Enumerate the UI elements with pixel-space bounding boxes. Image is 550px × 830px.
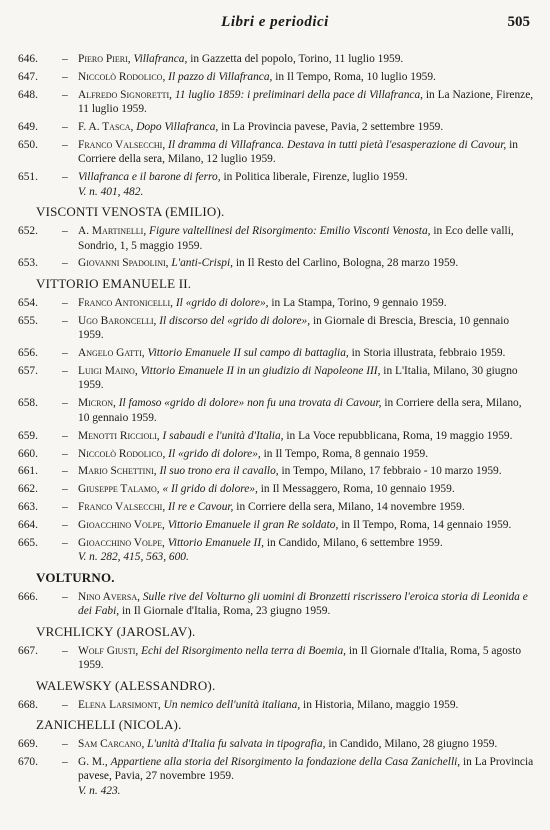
section-heading-walewsky: WALEWSKY (ALESSANDRO).: [36, 677, 216, 693]
entry-title: Il discorso del «grido di dolore»,: [159, 314, 311, 327]
entry-text: [18, 364, 534, 393]
entry-source: in Il Giornale d'Italia, Roma, 5 agosto 1959.: [78, 644, 522, 672]
entry-author: Ugo Baroncelli,: [78, 314, 157, 327]
entry-source: in Candido, Milano, 6 settembre 1959.: [266, 537, 443, 550]
entry-text: [18, 590, 534, 619]
entry-title: Villafranca,: [133, 53, 188, 65]
entry-author: F. A. Tasca,: [78, 121, 134, 134]
entry-text: [18, 518, 534, 532]
entry-crossref: V. n. 401, 482.: [78, 185, 144, 198]
entry-text: [18, 314, 534, 343]
bibliography-list: [18, 52, 534, 802]
entry-dash: –: [62, 537, 68, 550]
entry-dash: –: [62, 737, 68, 750]
page-number: 505: [507, 14, 530, 30]
entry-source: in Giornale di Brescia, Brescia, 10 gennaio 1959.: [78, 314, 510, 342]
bib-entry: [18, 590, 534, 619]
bib-entry: [18, 429, 534, 443]
entry-dash: –: [62, 397, 68, 410]
bib-entry: [18, 314, 534, 343]
entry-author: Gioacchino Volpe,: [78, 537, 165, 550]
entry-title: Il dramma di Villafranca. Destava in tutti pietà l'esasperazione di Cavour,: [168, 139, 507, 152]
entry-crossref: V. n. 282, 415, 563, 600.: [78, 551, 189, 564]
entry-author: Luigi Maino,: [78, 365, 138, 377]
entry-number: 646.: [18, 53, 38, 65]
bib-entry: [18, 256, 534, 270]
entry-number: 661.: [18, 465, 38, 478]
entry-number: 663.: [18, 501, 38, 514]
entry-dash: –: [62, 121, 68, 134]
entry-source: in La Provincia pavese, Pavia, 2 settembre 1959.: [221, 121, 444, 134]
entry-text: [18, 138, 534, 167]
entry-text: [18, 698, 534, 712]
running-title: Libri e periodici: [221, 14, 329, 30]
entry-source: in Corriere della sera, Milano, 14 novembre 1959.: [236, 501, 465, 514]
entry-source: in Corriere della sera, Milano, 12 luglio 1959.: [78, 139, 518, 166]
entries-zanichelli: [18, 737, 534, 798]
entry-title: 11 luglio 1859: i preliminari della pace di Villafranca,: [174, 88, 424, 101]
entry-title: Il suo trono era il cavallo,: [159, 465, 279, 478]
entry-source: in Tempo, Milano, 17 febbraio - 10 marzo 1959.: [281, 465, 502, 478]
entry-text: [18, 52, 534, 66]
entry-source: in Il Resto del Carlino, Bologna, 28 marzo 1959.: [235, 257, 459, 270]
bib-entry: [18, 224, 534, 253]
entry-number: 664.: [18, 519, 38, 532]
entries-visconti: [18, 224, 534, 271]
entries-vittorio: [18, 296, 534, 565]
entry-number: 666.: [18, 590, 38, 603]
entry-author: Giovanni Spadolini,: [78, 257, 169, 270]
bib-entry: [18, 364, 534, 393]
entry-dash: –: [62, 53, 68, 65]
entry-author: Menotti Riccioli,: [78, 429, 160, 442]
entry-text: [18, 482, 534, 496]
bib-entry: [18, 120, 534, 134]
entry-title: Vittorio Emanuele II,: [167, 537, 264, 550]
entry-number: 651.: [18, 171, 38, 184]
entry-number: 660.: [18, 447, 38, 460]
page-header: [0, 14, 550, 38]
entry-author: Gioacchino Volpe,: [78, 519, 165, 532]
entry-number: 656.: [18, 347, 38, 360]
entry-author: Sam Carcano,: [78, 737, 145, 750]
entry-title: Il famoso «grido di dolore» non fu una trovata di Cavour,: [118, 397, 382, 410]
entry-number: 669.: [18, 737, 38, 750]
entry-dash: –: [62, 296, 68, 309]
entry-dash: –: [62, 483, 68, 496]
entry-text: [18, 346, 534, 360]
entry-author: Franco Valsecchi,: [78, 501, 166, 514]
entry-source: in Storia illustrata, febbraio 1959.: [351, 347, 506, 360]
entry-number: 659.: [18, 429, 38, 442]
entry-author: A. Martinelli,: [78, 225, 147, 238]
bib-entry: [18, 138, 534, 167]
entry-number: 668.: [18, 698, 38, 711]
entry-text: [18, 256, 534, 270]
entry-text: [18, 224, 534, 253]
entry-author: Angelo Gatti,: [78, 347, 145, 360]
entry-source: in La Stampa, Torino, 9 gennaio 1959.: [271, 296, 447, 309]
entry-title: L'unità d'Italia fu salvata in tipografia,: [147, 737, 326, 750]
section-heading-visconti: VISCONTI VENOSTA (EMILIO).: [36, 204, 225, 220]
entry-source: in Il Messaggero, Roma, 10 gennaio 1959.: [260, 483, 455, 496]
entry-text: [18, 755, 534, 784]
entry-title: Villafranca e il barone di ferro,: [78, 171, 221, 184]
entry-author: Micron,: [78, 397, 116, 410]
entry-dash: –: [62, 88, 68, 101]
entry-author: Niccolò Rodolico,: [78, 447, 166, 460]
entry-title: Il «grido di dolore»,: [168, 447, 261, 460]
entry-source: in Politica liberale, Firenze, luglio 1959.: [223, 171, 408, 184]
entry-dash: –: [62, 501, 68, 514]
entry-author: Elena Larsimont,: [78, 698, 161, 711]
entry-number: 652.: [18, 225, 38, 238]
bib-entry: [18, 447, 534, 461]
entry-dash: –: [62, 519, 68, 532]
entry-author: Wolf Giusti,: [78, 644, 139, 657]
entry-text: [18, 447, 534, 461]
entry-crossref: V. n. 423.: [78, 784, 121, 797]
entries-villafranca: [18, 52, 534, 199]
entry-author: Piero Pieri,: [78, 53, 131, 65]
entry-source: in La Voce repubblicana, Roma, 19 maggio 1959.: [286, 429, 513, 442]
entry-dash: –: [62, 429, 68, 442]
bib-entry: [18, 518, 534, 532]
entry-dash: –: [62, 755, 68, 768]
entry-author: Franco Antonicelli,: [78, 296, 174, 309]
entry-dash: –: [62, 465, 68, 478]
entry-text: [18, 737, 534, 751]
entry-source: in Eco delle valli, Sondrio, 1, 5 maggio 1959.: [78, 225, 514, 252]
entry-author: Alfredo Signoretti,: [78, 88, 173, 101]
entry-author: Franco Valsecchi,: [78, 139, 166, 152]
entry-source: in Il Tempo, Roma, 14 gennaio 1959.: [341, 519, 512, 532]
bib-entry: [18, 482, 534, 496]
entry-title: Appartiene alla storia del Risorgimento la fondazione della Casa Zanichelli,: [110, 755, 461, 768]
entry-source: in Il Tempo, Roma, 8 gennaio 1959.: [263, 447, 429, 460]
entry-dash: –: [62, 257, 68, 270]
entries-volturno: [18, 590, 534, 619]
entry-dash: –: [62, 644, 68, 657]
entries-vrchlicky: [18, 644, 534, 673]
entry-text: [18, 120, 534, 134]
entry-author: Nino Aversa,: [78, 590, 140, 603]
entry-number: 648.: [18, 88, 38, 101]
entry-number: 653.: [18, 257, 38, 270]
entry-dash: –: [62, 314, 68, 327]
entry-source: in Il Tempo, Roma, 10 luglio 1959.: [275, 70, 436, 83]
entry-text: [18, 429, 534, 443]
entry-title: Echi del Risorgimento nella terra di Boemia,: [141, 644, 346, 657]
entry-dash: –: [62, 447, 68, 460]
entry-dash: –: [62, 698, 68, 711]
entry-title: « Il grido di dolore»,: [162, 483, 258, 496]
entry-title: L'anti-Crispi,: [171, 257, 233, 270]
entry-dash: –: [62, 347, 68, 360]
entries-walewsky: [18, 698, 534, 712]
section-heading-vittorio: VITTORIO EMANUELE II.: [36, 275, 192, 291]
entry-source: in Candido, Milano, 28 giugno 1959.: [328, 737, 498, 750]
entry-title: Sulle rive del Volturno gli uomini di Bronzetti riscrissero l'eroica storia di Leonida e dei Fabi,: [78, 590, 528, 618]
entry-number: 665.: [18, 537, 38, 550]
entry-title: Dopo Villafranca,: [136, 121, 219, 134]
bib-entry: [18, 170, 534, 199]
entry-text: [18, 88, 534, 117]
entry-number: 649.: [18, 121, 38, 134]
bib-entry: [18, 698, 534, 712]
entry-dash: –: [62, 139, 68, 152]
entry-title: Il re e Cavour,: [168, 501, 234, 514]
entry-source: in Historia, Milano, maggio 1959.: [303, 698, 459, 711]
entry-dash: –: [62, 171, 68, 184]
entry-source: in La Nazione, Firenze, 11 luglio 1959.: [78, 88, 534, 116]
entry-title: Un nemico dell'unità italiana,: [163, 698, 301, 711]
entry-number: 670.: [18, 755, 38, 768]
entry-number: 662.: [18, 483, 38, 496]
bib-entry: [18, 70, 534, 84]
entry-dash: –: [62, 590, 68, 603]
entry-title: Il pazzo di Villafranca,: [168, 70, 273, 83]
section-heading-volturno: VOLTURNO.: [36, 569, 115, 585]
entry-number: 654.: [18, 296, 38, 309]
entry-dash: –: [62, 70, 68, 83]
entry-text: [18, 296, 534, 310]
entry-number: 657.: [18, 365, 38, 377]
bib-entry: [18, 346, 534, 360]
bib-entry: [18, 737, 534, 751]
entry-title: I sabaudi e l'unità d'Italia,: [162, 429, 284, 442]
entry-title: Il «grido di dolore»,: [175, 296, 269, 309]
entry-source: in La Provincia pavese, Pavia, 27 novembre 1959.: [78, 755, 534, 783]
bib-entry: [18, 500, 534, 514]
entry-title: Vittorio Emanuele II sul campo di battaglia,: [147, 347, 349, 360]
entry-author: Niccolò Rodolico,: [78, 70, 166, 83]
bib-entry: [18, 396, 534, 425]
entry-text: [18, 536, 534, 550]
entry-source: in Gazzetta del popolo, Torino, 11 luglio 1959.: [190, 53, 404, 65]
entry-number: 655.: [18, 314, 38, 327]
entry-text: [18, 644, 534, 673]
entry-number: 658.: [18, 397, 38, 410]
bib-entry: [18, 464, 534, 478]
bib-entry: [18, 755, 534, 798]
bib-entry: [18, 296, 534, 310]
entry-dash: –: [62, 365, 68, 377]
bib-entry: [18, 52, 534, 66]
entry-number: 667.: [18, 644, 38, 657]
entry-source: in L'Italia, Milano, 30 giugno 1959.: [78, 365, 518, 392]
entry-text: [18, 464, 534, 478]
entry-number: 647.: [18, 70, 38, 83]
entry-text: [18, 70, 534, 84]
entry-number: 650.: [18, 139, 38, 152]
entry-source: in Corriere della sera, Milano, 10 gennaio 1959.: [78, 397, 522, 424]
bib-entry: [18, 536, 534, 565]
bib-entry: [18, 644, 534, 673]
entry-text: [18, 170, 534, 184]
entry-text: [18, 500, 534, 514]
entry-title: Vittorio Emanuele II in un giudizio di Napoleone III,: [140, 365, 381, 377]
entry-source: in Il Giornale d'Italia, Roma, 23 giugno 1959.: [121, 605, 331, 618]
entry-dash: –: [62, 225, 68, 238]
entry-author: Giuseppe Talamo,: [78, 483, 160, 496]
entry-author: G. M.,: [78, 755, 108, 768]
entry-text: [18, 396, 534, 425]
entry-title: Vittorio Emanuele il gran Re soldato,: [167, 519, 339, 532]
entry-author: Mario Schettini,: [78, 465, 157, 478]
bib-entry: [18, 88, 534, 117]
entry-title: Figure valtellinesi del Risorgimento: Emilio Visconti Venosta,: [149, 225, 431, 238]
section-heading-zanichelli: ZANICHELLI (NICOLA).: [36, 716, 182, 732]
section-heading-vrchlicky: VRCHLICKY (JAROSLAV).: [36, 623, 196, 639]
